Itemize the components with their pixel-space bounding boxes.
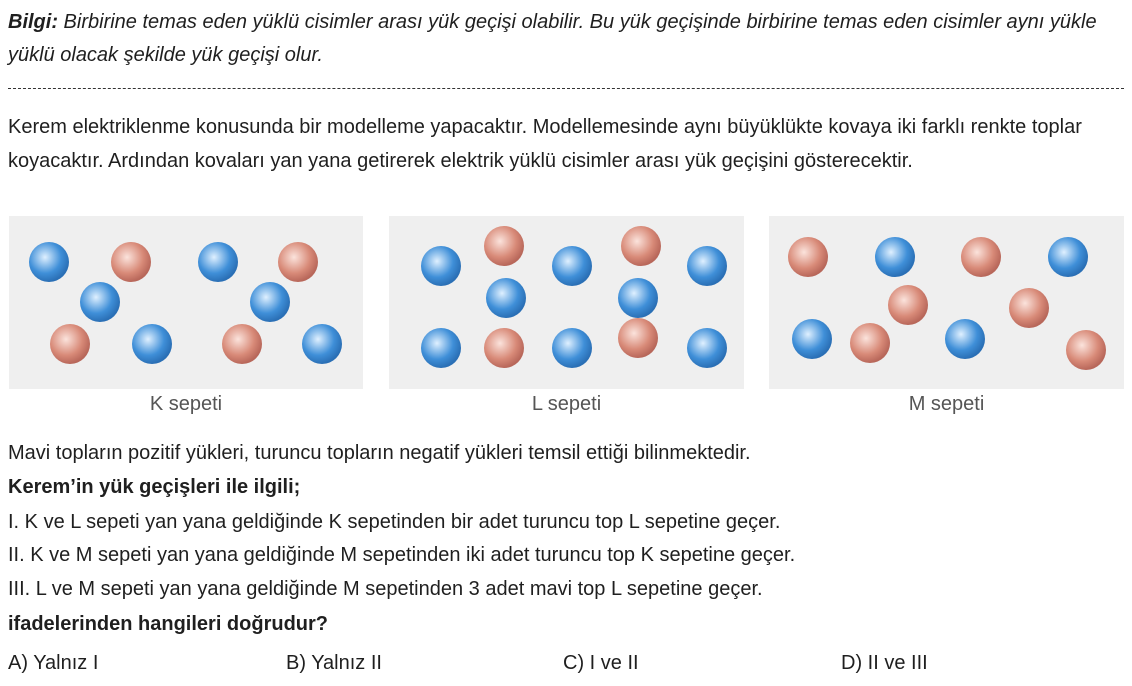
basket-k-panel: [9, 216, 363, 389]
orange-ball: [222, 324, 262, 364]
orange-ball: [888, 285, 928, 325]
orange-ball: [618, 318, 658, 358]
orange-ball: [850, 323, 890, 363]
orange-ball: [484, 226, 524, 266]
blue-ball: [1048, 237, 1088, 277]
blue-ball: [132, 324, 172, 364]
basket-l-balls: [389, 216, 744, 389]
option-a[interactable]: A) Yalnız I: [8, 652, 99, 674]
blue-ball: [302, 324, 342, 364]
blue-ball: [618, 278, 658, 318]
intro-paragraph: Kerem elektriklenme konusunda bir modelleme yapacaktır. Modellemesinde aynı büyüklükte kovaya iki farklı renkte toplar koyacaktır. Ardından kovaları yan yana getirerek elektrik yüklü cisimler arası yük geçişini gösterecektir.: [8, 116, 1082, 172]
orange-ball: [50, 324, 90, 364]
blue-ball: [792, 319, 832, 359]
basket-m-caption: M sepeti: [908, 393, 985, 415]
blue-ball: [29, 242, 69, 282]
basket-m-balls: [769, 216, 1124, 389]
orange-ball: [484, 328, 524, 368]
orange-ball: [621, 226, 661, 266]
info-label: Bilgi:: [8, 11, 58, 33]
blue-ball: [421, 246, 461, 286]
statement-2: II. K ve M sepeti yan yana geldiğinde M sepetinden iki adet turuncu top K sepetine geçer.: [8, 544, 796, 566]
option-c[interactable]: C) I ve II: [563, 652, 639, 674]
statement-3: III. L ve M sepeti yan yana geldiğinde M sepetinden 3 adet mavi top L sepetine geçer.: [8, 578, 763, 600]
info-box: [8, 6, 1124, 72]
statement-1: I. K ve L sepeti yan yana geldiğinde K sepetinden bir adet turuncu top L sepetine geçer.: [8, 511, 781, 533]
basket-k-balls: [9, 216, 363, 389]
blue-ball: [80, 282, 120, 322]
blue-ball: [687, 328, 727, 368]
orange-ball: [278, 242, 318, 282]
blue-ball: [198, 242, 238, 282]
blue-ball: [250, 282, 290, 322]
blue-ball: [552, 328, 592, 368]
orange-ball: [1009, 288, 1049, 328]
orange-ball: [961, 237, 1001, 277]
blue-ball: [486, 278, 526, 318]
blue-ball: [687, 246, 727, 286]
option-d[interactable]: D) II ve III: [841, 652, 928, 674]
dashed-divider: [8, 88, 1124, 89]
info-text: Birbirine temas eden yüklü cisimler arası yük geçişi olabilir. Bu yük geçişinde birbirine temas eden cisimler aynı yükle yüklü olacak şekilde yük geçişi olur.: [8, 11, 1097, 66]
orange-ball: [788, 237, 828, 277]
option-b[interactable]: B) Yalnız II: [286, 652, 382, 674]
question-line-2: Kerem’in yük geçişleri ile ilgili;: [8, 476, 301, 498]
basket-l-caption: L sepeti: [531, 393, 602, 415]
blue-ball: [945, 319, 985, 359]
orange-ball: [1066, 330, 1106, 370]
question-line-1: Mavi topların pozitif yükleri, turuncu topların negatif yükleri temsil ettiği bilinmektedir.: [8, 442, 751, 464]
basket-m-panel: [769, 216, 1124, 389]
blue-ball: [421, 328, 461, 368]
basket-k-caption: K sepeti: [149, 393, 223, 415]
blue-ball: [875, 237, 915, 277]
blue-ball: [552, 246, 592, 286]
orange-ball: [111, 242, 151, 282]
question-prompt: ifadelerinden hangileri doğrudur?: [8, 613, 329, 635]
basket-l-panel: [389, 216, 744, 389]
